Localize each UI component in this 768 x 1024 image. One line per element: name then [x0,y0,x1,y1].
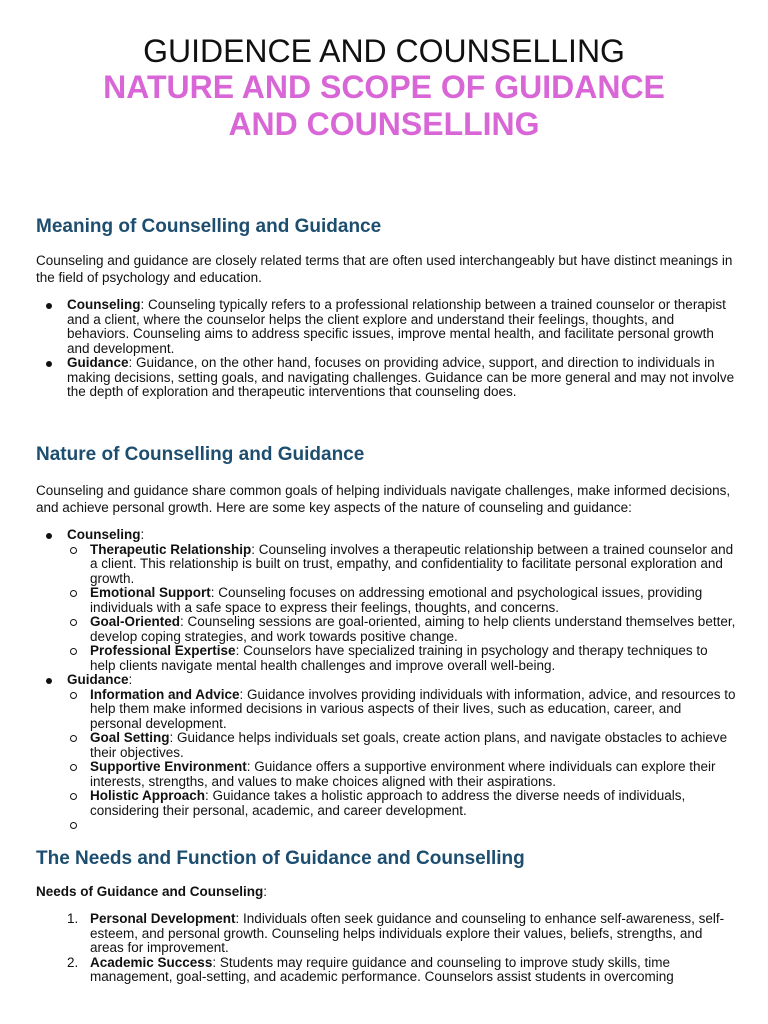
sub-list-item-text: : Counseling focuses on addressing emotional and psychological issues, providing individuals with a safe space to express their feelings, thoughts, and concerns. [90,585,703,615]
sub-list-item [67,586,736,615]
sub-list-item-text: : Counseling involves a therapeutic relationship between a trained counselor and a client. This relationship is built on trust, empathy, and confidentiality to facilitate personal exploration and growth. [90,541,734,586]
list-item [36,356,736,400]
meaning-list [36,298,736,400]
sub-list-item [67,760,736,789]
sub-list-guidance [67,688,736,833]
sub-list-item-text: : Counseling sessions are goal-oriented, aiming to help clients understand themselves better, develop coping strategies, and work towards positive change. [90,614,736,644]
sub-list-item-text: : Guidance involves providing individuals with information, advice, and resources to help them make informed decisions in various aspects of their lives, such as education, career, and personal development. [90,686,736,731]
sub-list-item [67,615,736,644]
numbered-item-text: : Individuals often seek guidance and counseling to enhance self-awareness, self-esteem, and personal growth. Counseling helps individuals explore their values, beliefs, strengths, and areas for improvement. [90,911,725,955]
list-item [36,673,736,832]
numbered-item-term: Personal Development [90,911,236,926]
needs-subheading-text: Needs of Guidance and Counseling [36,884,264,899]
sub-list-item-term: Goal-Oriented [90,614,181,629]
empty-sub-list-item [67,818,736,832]
sub-list-item-term: Supportive Environment [90,759,247,774]
sub-list-item-term: Professional Expertise [90,643,236,658]
sub-list-item-term: Therapeutic Relationship [90,541,252,557]
nature-list [36,528,736,832]
item-number: 2. [67,954,79,970]
sub-list-item-text: : Counselors have specialized training in psychology and therapy techniques to help clients navigate mental health challenges and improve overall well-being. [90,643,708,673]
numbered-item [36,956,736,985]
sub-list-item-term: Emotional Support [90,585,211,600]
nature-intro: Counseling and guidance share common goals of helping individuals navigate challenges, make informed decisions, and achieve personal growth. Here are some key aspects of the nature of counseling and guidance: [36,483,731,515]
list-item-term: Guidance [67,355,129,370]
subtitle-line-1: NATURE AND SCOPE OF GUIDANCE [103,69,665,105]
sub-list-item-term: Goal Setting [90,730,170,745]
item-number: 1. [67,911,79,926]
sub-list-item-term: Holistic Approach [90,788,206,803]
sub-list-counseling [67,543,736,674]
sub-list-item [67,789,736,818]
sub-list-item-text: : Guidance helps individuals set goals, create action plans, and navigate obstacles to achieve their objectives. [90,730,728,760]
sub-list-item-text: : Guidance offers a supportive environment where individuals can explore their interests, strengths, and values to make choices aligned with their aspirations. [90,759,716,789]
sub-list-item [67,644,736,673]
list-item-term: Counseling [67,297,141,312]
list-item-suffix: : [128,672,133,687]
sub-list-item [67,731,736,760]
list-item-text: : Guidance, on the other hand, focuses on providing advice, support, and direction to individuals in making decisions, setting goals, and navigating challenges. Guidance can be more general and may not involve the depth of exploration and therapeutic interventions that counseling does. [67,355,735,399]
needs-subheading-suffix: : [263,884,268,899]
numbered-item [36,912,736,956]
sub-list-item-text: : Guidance takes a holistic approach to address the diverse needs of individuals, considering their personal, academic, and career development. [90,788,686,818]
needs-subheading [36,883,736,900]
section-heading-meaning: Meaning of Counselling and Guidance [36,216,382,237]
meaning-intro: Counseling and guidance are closely related terms that are often used interchangeably but have distinct meanings in the field of psychology and education. [36,253,733,285]
sub-list-item [67,543,736,587]
needs-list [36,912,736,985]
list-item-term: Guidance [67,672,129,687]
numbered-item-term: Academic Success [90,954,213,970]
section-heading-needs: The Needs and Function of Guidance and Counselling [36,848,525,869]
list-item [36,528,736,673]
list-item [36,298,736,356]
sub-list-item [67,688,736,732]
document-subtitle [0,69,768,143]
list-item-text: : Counseling typically refers to a professional relationship between a trained counselor or therapist and a client, where the counselor helps the client explore and understand their feelings, thoughts, and behaviors. Counseling aims to address specific issues, improve mental health, and facilitate personal growth and development. [67,297,726,356]
document-title: GUIDENCE AND COUNSELLING [143,33,625,69]
list-item-suffix: : [140,527,145,542]
sub-list-item-term: Information and Advice [90,686,240,702]
section-heading-nature: Nature of Counselling and Guidance [36,444,365,465]
numbered-item-text: : Students may require guidance and counseling to improve study skills, time management, goal-setting, and academic performance. Counselors assist students in overcoming [90,954,674,984]
subtitle-line-2: AND COUNSELLING [228,106,540,142]
list-item-term: Counseling [67,527,141,542]
